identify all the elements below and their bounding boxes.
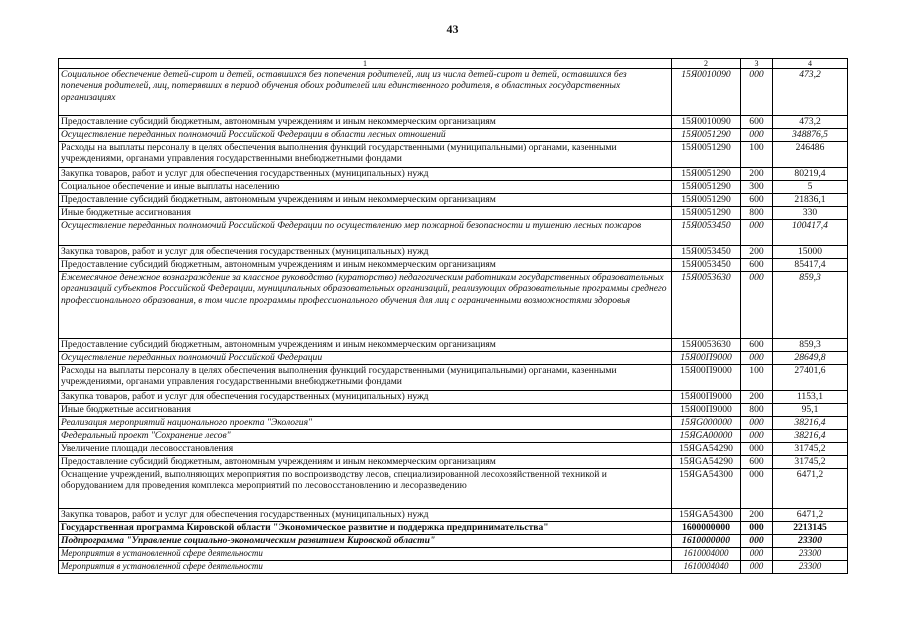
row-name-cell: Расходы на выплаты персоналу в целях обеспечения выполнения функций государственными (муниципальными) органами, казенными учреждениями, органами управления государственными внебюджетными фондами: [59, 365, 672, 391]
row-type-cell: 000: [741, 469, 773, 509]
row-code-cell: 15ЯGA00000: [672, 430, 741, 443]
table-row: [59, 168, 848, 181]
table-row: [59, 220, 848, 246]
row-name-cell: Иные бюджетные ассигнования: [59, 207, 672, 220]
row-name-cell: Закупка товаров, работ и услуг для обеспечения государственных (муниципальных) нужд: [59, 168, 672, 181]
row-type-cell: 000: [741, 561, 773, 574]
row-type-cell: 200: [741, 246, 773, 259]
row-amount-cell: 859,3: [773, 272, 848, 339]
row-type-cell: 000: [741, 443, 773, 456]
row-name-cell: Иные бюджетные ассигнования: [59, 404, 672, 417]
row-name-cell: Предоставление субсидий бюджетным, автономным учреждениям и иным некоммерческим организациям: [59, 339, 672, 352]
row-code-cell: 15Я00П9000: [672, 404, 741, 417]
row-amount-cell: 21836,1: [773, 194, 848, 207]
row-amount-cell: 95,1: [773, 404, 848, 417]
row-amount-cell: 2213145: [773, 522, 848, 535]
table-row: [59, 522, 848, 535]
row-name-cell: Осуществление переданных полномочий Российской Федерации в области лесных отношений: [59, 129, 672, 142]
table-row: [59, 194, 848, 207]
row-code-cell: 15ЯGA54300: [672, 509, 741, 522]
table-row: [59, 548, 848, 561]
row-name-cell: Федеральный проект "Сохранение лесов": [59, 430, 672, 443]
header-cell-name: 1: [59, 59, 672, 69]
table-row: [59, 69, 848, 116]
row-name-cell: Осуществление переданных полномочий Российской Федерации: [59, 352, 672, 365]
table-row: [59, 391, 848, 404]
row-code-cell: 15Я0010090: [672, 69, 741, 116]
row-amount-cell: 6471,2: [773, 509, 848, 522]
row-amount-cell: 473,2: [773, 116, 848, 129]
row-code-cell: 15Я0053450: [672, 220, 741, 246]
row-amount-cell: 23300: [773, 535, 848, 548]
row-type-cell: 800: [741, 207, 773, 220]
row-amount-cell: 6471,2: [773, 469, 848, 509]
row-name-cell: Социальное обеспечение и иные выплаты населению: [59, 181, 672, 194]
row-name-cell: Предоставление субсидий бюджетным, автономным учреждениям и иным некоммерческим организациям: [59, 456, 672, 469]
row-type-cell: 200: [741, 391, 773, 404]
table-row: [59, 417, 848, 430]
row-name-cell: Ежемесячное денежное вознаграждение за классное руководство (кураторство) педагогическим работникам государственных образовательных организаций субъектов Российской Федерации, муниципальных образовательных организаций, реализующих образовательные программы среднего профессионального образования, в том числе программы профессионального обучения для лиц с ограниченными возможностями здоровья: [59, 272, 672, 339]
budget-table: [58, 58, 848, 574]
row-code-cell: 15ЯGA54290: [672, 456, 741, 469]
row-code-cell: 15Я00П9000: [672, 352, 741, 365]
table-row: [59, 116, 848, 129]
row-type-cell: 300: [741, 181, 773, 194]
header-cell-type: 3: [741, 59, 773, 69]
row-type-cell: 600: [741, 259, 773, 272]
row-code-cell: 15Я0051290: [672, 129, 741, 142]
row-code-cell: 15Я00П9000: [672, 365, 741, 391]
table-row: [59, 561, 848, 574]
row-name-cell: Подпрограмма "Управление социально-экономическим развитием Кировской области": [59, 535, 672, 548]
row-code-cell: 15ЯG000000: [672, 417, 741, 430]
page-number: 43: [446, 22, 459, 36]
row-code-cell: 15Я0051290: [672, 181, 741, 194]
table-row: [59, 469, 848, 509]
table-row: [59, 246, 848, 259]
row-code-cell: 15Я0051290: [672, 168, 741, 181]
row-name-cell: Реализация мероприятий национального проекта "Экология": [59, 417, 672, 430]
row-amount-cell: 31745,2: [773, 443, 848, 456]
row-amount-cell: 330: [773, 207, 848, 220]
row-type-cell: 800: [741, 404, 773, 417]
row-type-cell: 000: [741, 129, 773, 142]
table-row: [59, 509, 848, 522]
row-name-cell: Увеличение площади лесовосстановления: [59, 443, 672, 456]
row-type-cell: 000: [741, 69, 773, 116]
row-type-cell: 600: [741, 116, 773, 129]
budget-table-body: [59, 59, 848, 574]
table-row: [59, 272, 848, 339]
header-cell-code: 2: [672, 59, 741, 69]
row-name-cell: Социальное обеспечение детей-сирот и детей, оставшихся без попечения родителей, лиц из числа детей-сирот и детей, оставшихся без попечения родителей, лиц, потерявших в период обучения обоих родителей или единственного родителя, в областных государственных организациях: [59, 69, 672, 116]
row-code-cell: 15ЯGA54290: [672, 443, 741, 456]
row-type-cell: 200: [741, 509, 773, 522]
row-name-cell: Закупка товаров, работ и услуг для обеспечения государственных (муниципальных) нужд: [59, 391, 672, 404]
row-code-cell: 15Я0051290: [672, 207, 741, 220]
row-amount-cell: 473,2: [773, 69, 848, 116]
row-name-cell: Предоставление субсидий бюджетным, автономным учреждениям и иным некоммерческим организациям: [59, 259, 672, 272]
row-name-cell: Мероприятия в установленной сфере деятельности: [59, 548, 672, 561]
row-type-cell: 000: [741, 522, 773, 535]
row-code-cell: 1610000000: [672, 535, 741, 548]
table-row: [59, 259, 848, 272]
row-code-cell: 15Я0051290: [672, 194, 741, 207]
row-amount-cell: 1153,1: [773, 391, 848, 404]
table-row: [59, 142, 848, 168]
row-type-cell: 600: [741, 194, 773, 207]
row-type-cell: 000: [741, 548, 773, 561]
row-amount-cell: 85417,4: [773, 259, 848, 272]
row-type-cell: 600: [741, 456, 773, 469]
row-code-cell: 15Я00П9000: [672, 391, 741, 404]
row-code-cell: 15Я0053630: [672, 339, 741, 352]
table-row: [59, 430, 848, 443]
table-row: [59, 443, 848, 456]
row-name-cell: Государственная программа Кировской области "Экономическое развитие и поддержка предпринимательства": [59, 522, 672, 535]
row-name-cell: Осуществление переданных полномочий Российской Федерации по осуществлению мер пожарной безопасности и тушению лесных пожаров: [59, 220, 672, 246]
row-name-cell: Расходы на выплаты персоналу в целях обеспечения выполнения функций государственными (муниципальными) органами, казенными учреждениями, органами управления государственными внебюджетными фондами: [59, 142, 672, 168]
row-code-cell: 1610004040: [672, 561, 741, 574]
row-code-cell: 15ЯGA54300: [672, 469, 741, 509]
row-amount-cell: 38216,4: [773, 417, 848, 430]
table-row: [59, 181, 848, 194]
table-row: [59, 207, 848, 220]
row-type-cell: 000: [741, 352, 773, 365]
row-type-cell: 000: [741, 220, 773, 246]
row-amount-cell: 15000: [773, 246, 848, 259]
row-type-cell: 000: [741, 535, 773, 548]
row-name-cell: Мероприятия в установленной сфере деятельности: [59, 561, 672, 574]
row-amount-cell: 859,3: [773, 339, 848, 352]
row-amount-cell: 246486: [773, 142, 848, 168]
row-name-cell: Предоставление субсидий бюджетным, автономным учреждениям и иным некоммерческим организациям: [59, 194, 672, 207]
row-type-cell: 600: [741, 339, 773, 352]
row-amount-cell: 38216,4: [773, 430, 848, 443]
row-name-cell: Закупка товаров, работ и услуг для обеспечения государственных (муниципальных) нужд: [59, 509, 672, 522]
header-cell-amount: 4: [773, 59, 848, 69]
row-code-cell: 15Я0051290: [672, 142, 741, 168]
row-amount-cell: 348876,5: [773, 129, 848, 142]
row-amount-cell: 100417,4: [773, 220, 848, 246]
table-row: [59, 129, 848, 142]
row-type-cell: 100: [741, 365, 773, 391]
row-amount-cell: 5: [773, 181, 848, 194]
row-type-cell: 000: [741, 417, 773, 430]
row-type-cell: 200: [741, 168, 773, 181]
table-row: [59, 365, 848, 391]
row-amount-cell: 27401,6: [773, 365, 848, 391]
row-name-cell: Предоставление субсидий бюджетным, автономным учреждениям и иным некоммерческим организациям: [59, 116, 672, 129]
row-code-cell: 1610004000: [672, 548, 741, 561]
row-amount-cell: 23300: [773, 548, 848, 561]
table-row: [59, 339, 848, 352]
row-amount-cell: 31745,2: [773, 456, 848, 469]
table-row: [59, 352, 848, 365]
row-code-cell: 15Я0053450: [672, 259, 741, 272]
row-name-cell: Закупка товаров, работ и услуг для обеспечения государственных (муниципальных) нужд: [59, 246, 672, 259]
row-code-cell: 1600000000: [672, 522, 741, 535]
row-type-cell: 000: [741, 272, 773, 339]
row-code-cell: 15Я0010090: [672, 116, 741, 129]
row-type-cell: 100: [741, 142, 773, 168]
table-row: [59, 535, 848, 548]
table-row: [59, 404, 848, 417]
row-code-cell: 15Я0053450: [672, 246, 741, 259]
row-name-cell: Оснащение учреждений, выполняющих мероприятия по воспроизводству лесов, специализированной лесохозяйственной техникой и оборудованием для проведения комплекса мероприятий по лесовосстановлению и лесоразведению: [59, 469, 672, 509]
row-amount-cell: 28649,8: [773, 352, 848, 365]
table-row: [59, 456, 848, 469]
row-amount-cell: 23300: [773, 561, 848, 574]
row-amount-cell: 80219,4: [773, 168, 848, 181]
table-header-row: [59, 59, 848, 69]
row-code-cell: 15Я0053630: [672, 272, 741, 339]
row-type-cell: 000: [741, 430, 773, 443]
